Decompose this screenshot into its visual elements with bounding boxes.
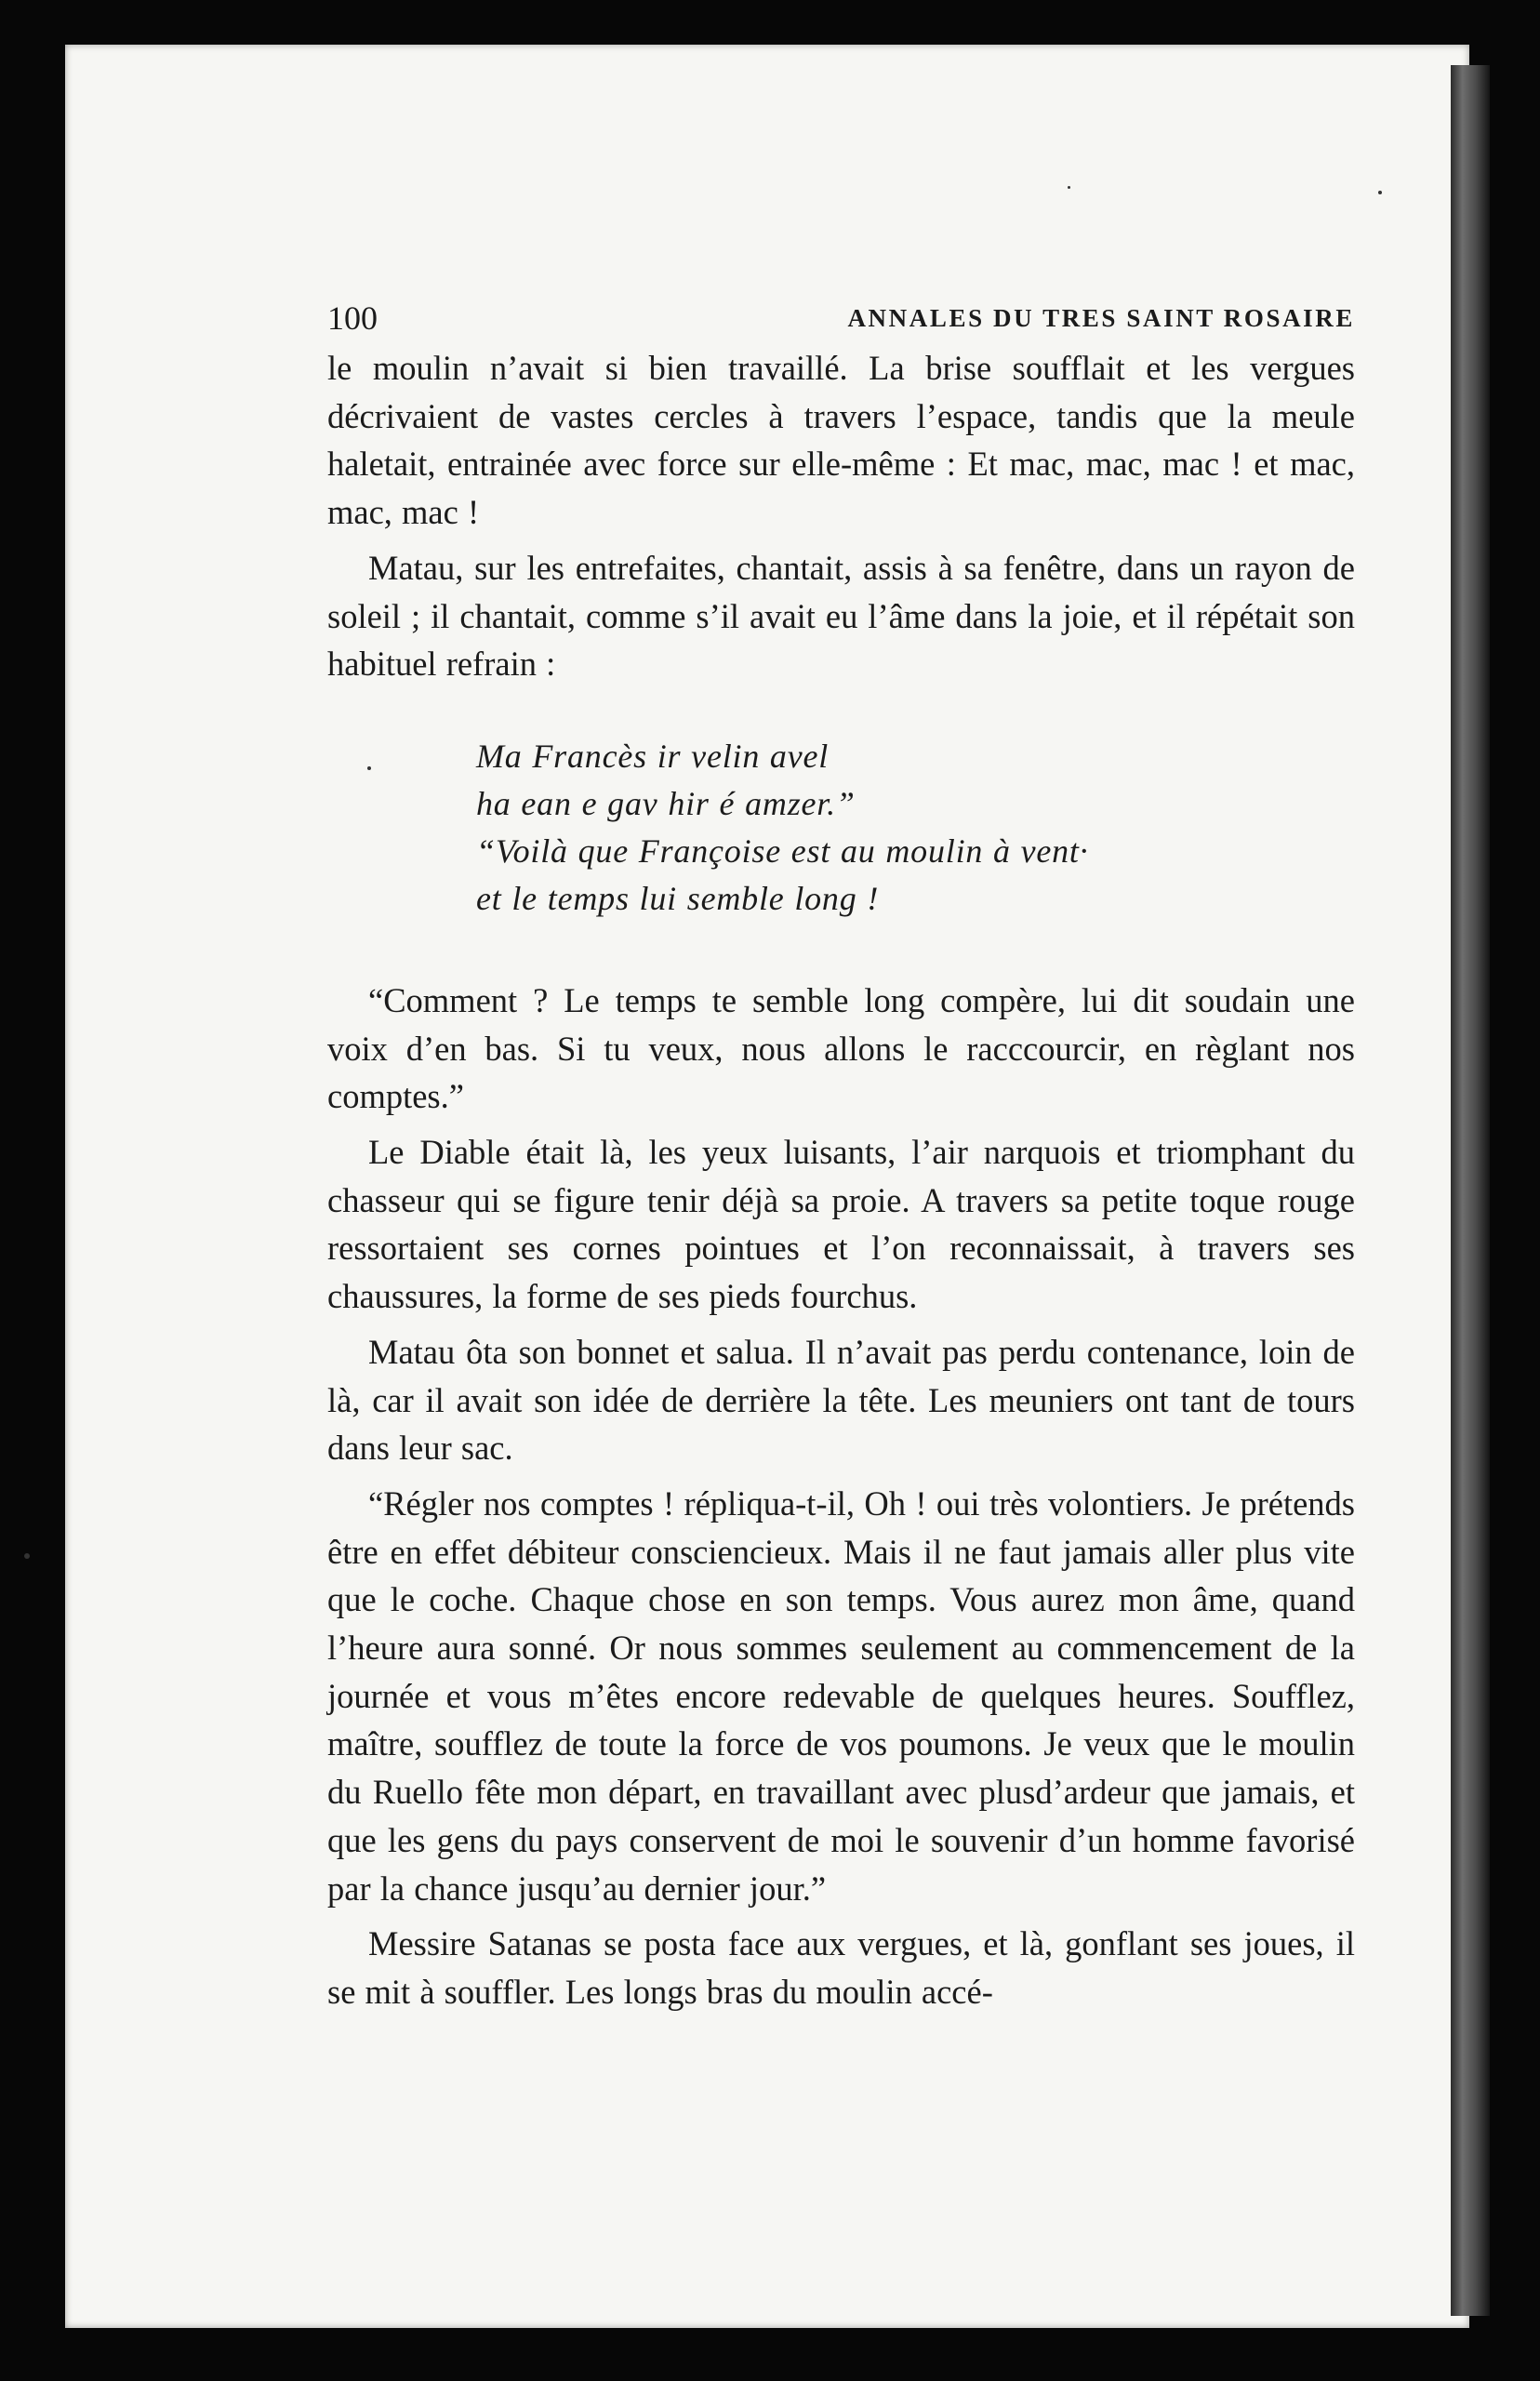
paragraph: le moulin n’avait si bien travaillé. La brise soufflait et les vergues décrivaient de vastes cercles à travers l’espace, tandis que la meule haletait, entrainée avec force sur elle-même : Et mac, mac, mac ! et mac, mac, mac !: [327, 349, 1355, 532]
paragraph: Matau ôta son bonnet et salua. Il n’avait pas perdu contenance, loin de là, car il avait son idée de derrière la tête. Les meuniers ont tant de tours dans leur sac.: [327, 1332, 1355, 1468]
page-number: 100: [327, 299, 378, 337]
paragraph: Matau, sur les entrefaites, chantait, assis à sa fenêtre, dans un rayon de soleil ; il chantait, comme s’il avait eu l’âme dans la joie, et il répétait son habituel refrain :: [327, 548, 1355, 684]
paragraph: Messire Satanas se posta face aux vergues, et là, gonflant ses joues, il se mit à souffler. Les longs bras du moulin accé-: [327, 1924, 1355, 2011]
dust-speck: [24, 1553, 30, 1559]
verse-quote: [476, 733, 1355, 923]
verse-line: Ma Francès ir velin avel: [476, 737, 830, 775]
verse-line: ha ean e gav hir é amzer.”: [476, 784, 856, 822]
dust-speck: [1378, 191, 1382, 194]
paragraph: “Régler nos comptes ! répliqua-t-il, Oh ! oui très volontiers. Je prétends être en effet débiteur consciencieux. Mais il ne faut jamais aller plus vite que le coche. Chaque chose en son temps. Vous aurez mon âme, quand l’heure aura sonné. Or nous sommes seulement au commencement de la journée et vous m’êtes encore redevable de quelques heures. Soufflez, maître, soufflez de toute la force de vos poumons. Je veux que le moulin du Ruello fête mon départ, en travaillant avec plusd’ardeur que jamais, et que les gens du pays conservent de moi le souvenir d’un homme favorisé par la chance jusqu’au dernier jour.”: [327, 1483, 1355, 1908]
page-content: [327, 292, 1355, 2024]
page-edge-shadow: [1451, 65, 1490, 2316]
dust-speck: [1068, 186, 1070, 189]
verse-line: “Voilà que Françoise est au moulin à vent·: [476, 831, 1089, 870]
running-head: [327, 292, 1355, 344]
verse-line: et le temps lui semble long !: [476, 879, 880, 917]
paragraph: “Comment ? Le temps te semble long compère, lui dit soudain une voix d’en bas. Si tu veux, nous allons le racccourcir, en règlant nos comptes.”: [327, 980, 1355, 1116]
paragraph: Le Diable était là, les yeux luisants, l’air narquois et triomphant du chasseur qui se figure tenir déjà sa proie. A travers sa petite toque rouge ressortaient ses cornes pointues et l’on reconnaissait, à travers ses chaussures, la forme de ses pieds fourchus.: [327, 1133, 1355, 1316]
running-title: ANNALES DU TRES SAINT ROSAIRE: [847, 304, 1355, 332]
body-text: [327, 344, 1355, 2016]
